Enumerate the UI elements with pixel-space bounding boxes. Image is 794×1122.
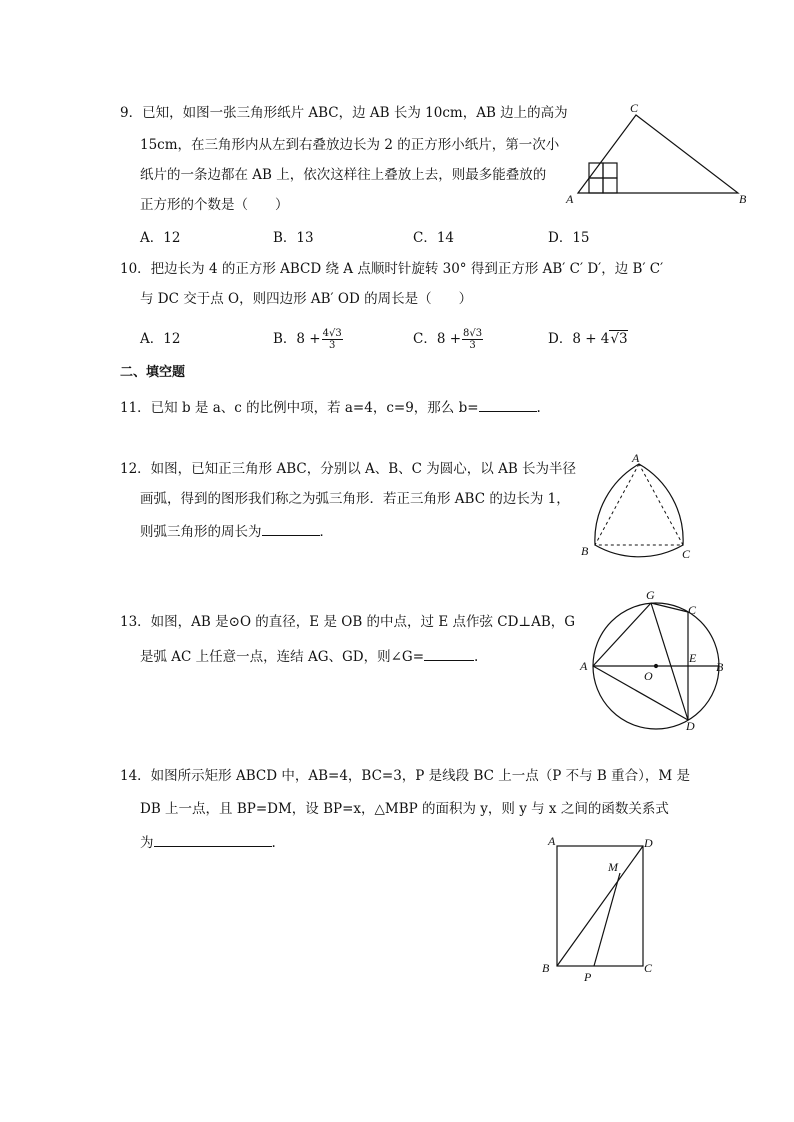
q13-label-b: B [716,660,724,674]
q9-triangle [578,115,738,193]
q9-line-3: 纸片的一条边都在 AB 上，依次这样往上叠放上去，则最多能叠放的 [140,167,547,183]
q10-option-c-prefix: C．8 + [413,331,462,347]
q10-line-1: 10．把边长为 4 的正方形 ABCD 绕 A 点顺时针旋转 30° 得到正方形 AB′ C′ D′，边 B′ C′ [120,261,664,277]
q10-option-b-fraction [322,328,343,351]
q14-label-m: M [608,860,618,874]
q12-arc-triangle-figure [578,452,698,564]
q10-option-c-fraction [462,328,483,351]
q14-rectangle-figure [540,830,670,990]
q10-option-d [548,330,628,348]
q14-end: . [271,835,276,851]
q10-option-b-numerator: 4√3 [322,328,342,339]
q13-label-c: C [688,603,697,617]
q9-triangle-figure [560,98,760,208]
q10-option-d-radical: √3 [610,331,628,347]
q11-end: . [536,400,541,416]
q9-option-b: B．13 [273,230,314,246]
q13-end: . [474,649,479,665]
q11-answer-blank[interactable] [479,397,537,412]
q13-label-a: A [580,659,588,673]
q10-option-d-prefix: D．8 + 4 [548,331,610,347]
q14-answer-blank[interactable] [154,832,272,847]
q10-option-b [273,324,344,354]
q10-option-c-denominator: 3 [469,340,476,351]
q11-stem: 11．已知 b 是 a、c 的比例中项，若 a=4，c=9，那么 b= [120,400,479,416]
q9-line-2: 15cm，在三角形内从左到右叠放边长为 2 的正方形小纸片，第一次小 [140,137,560,153]
q14-line-1: 14．如图所示矩形 ABCD 中，AB=4，BC=3，P 是线段 BC 上一点（P 不与 B 重合），M 是 [120,768,691,784]
q9-line-4: 正方形的个数是（ ） [140,197,289,213]
q9-option-a: A．12 [140,230,181,246]
q9-label-a: A [566,192,574,206]
q10-option-c [413,324,484,354]
q13-line-1: 13．如图，AB 是⊙O 的直径，E 是 OB 的中点，过 E 点作弦 CD⊥AB，G [120,614,576,630]
q14-stem: 为 [140,835,154,851]
q9-square [603,163,617,178]
q14-label-d: D [644,836,653,850]
q14-line-3 [140,832,276,852]
q12-line-2: 画弧，得到的图形我们称之为弧三角形．若正三角形 ABC 的边长为 1， [140,491,570,507]
q11-text [120,397,541,417]
q10-line-2: 与 DC 交于点 O，则四边形 AB′ OD 的周长是（ ） [140,291,473,307]
q13-label-o: O [644,669,653,683]
q13-answer-blank[interactable] [424,646,474,661]
q9-label-c: C [630,101,639,115]
q13-label-d: D [686,719,695,733]
q13-label-e: E [689,651,697,665]
q9-square [603,178,617,193]
section-title: 二、填空题 [120,365,186,380]
q14-label-p: P [584,970,592,984]
q13-center-dot [655,665,658,668]
q12-stem: 则弧三角形的周长为 [140,524,262,540]
q12-inner-triangle [595,464,683,545]
q12-label-b: B [581,544,589,558]
q14-line-2: DB 上一点，且 BP=DM，设 BP=x，△MBP 的面积为 y，则 y 与 x 之间的函数关系式 [140,801,669,817]
q9-square [589,178,603,193]
q10-option-a: A．12 [140,331,181,347]
q13-circle-figure [578,588,738,738]
q9-option-d: D．15 [548,230,590,246]
q14-label-a: A [548,834,556,848]
q13-stem: 是弧 AC 上任意一点，连结 AG、GD，则∠G= [140,649,425,665]
q10-option-b-prefix: B．8 + [273,331,321,347]
q10-option-c-numerator: 8√3 [463,328,483,339]
q14-label-c: C [644,961,653,975]
q13-line-2 [140,646,478,666]
q9-label-b: B [739,192,747,206]
q14-diagonal-bd [557,846,643,966]
q12-end: ． [319,524,333,540]
q13-label-g: G [646,588,655,602]
q10-option-b-denominator: 3 [328,340,336,351]
q14-label-b: B [542,961,550,975]
q9-line-1: 9．已知，如图一张三角形纸片 ABC，边 AB 长为 10cm，AB 边上的高为 [120,105,568,121]
q12-arc-bc [595,545,683,557]
q12-line-1: 12．如图，已知正三角形 ABC，分别以 A、B、C 为圆心，以 AB 长为半径 [120,461,577,477]
q12-answer-blank[interactable] [262,521,320,536]
q12-label-a: A [632,451,640,465]
q9-option-c: C．14 [413,230,455,246]
q12-label-c: C [682,547,691,561]
q12-line-3 [140,521,333,541]
q14-segment-mp [594,873,620,966]
